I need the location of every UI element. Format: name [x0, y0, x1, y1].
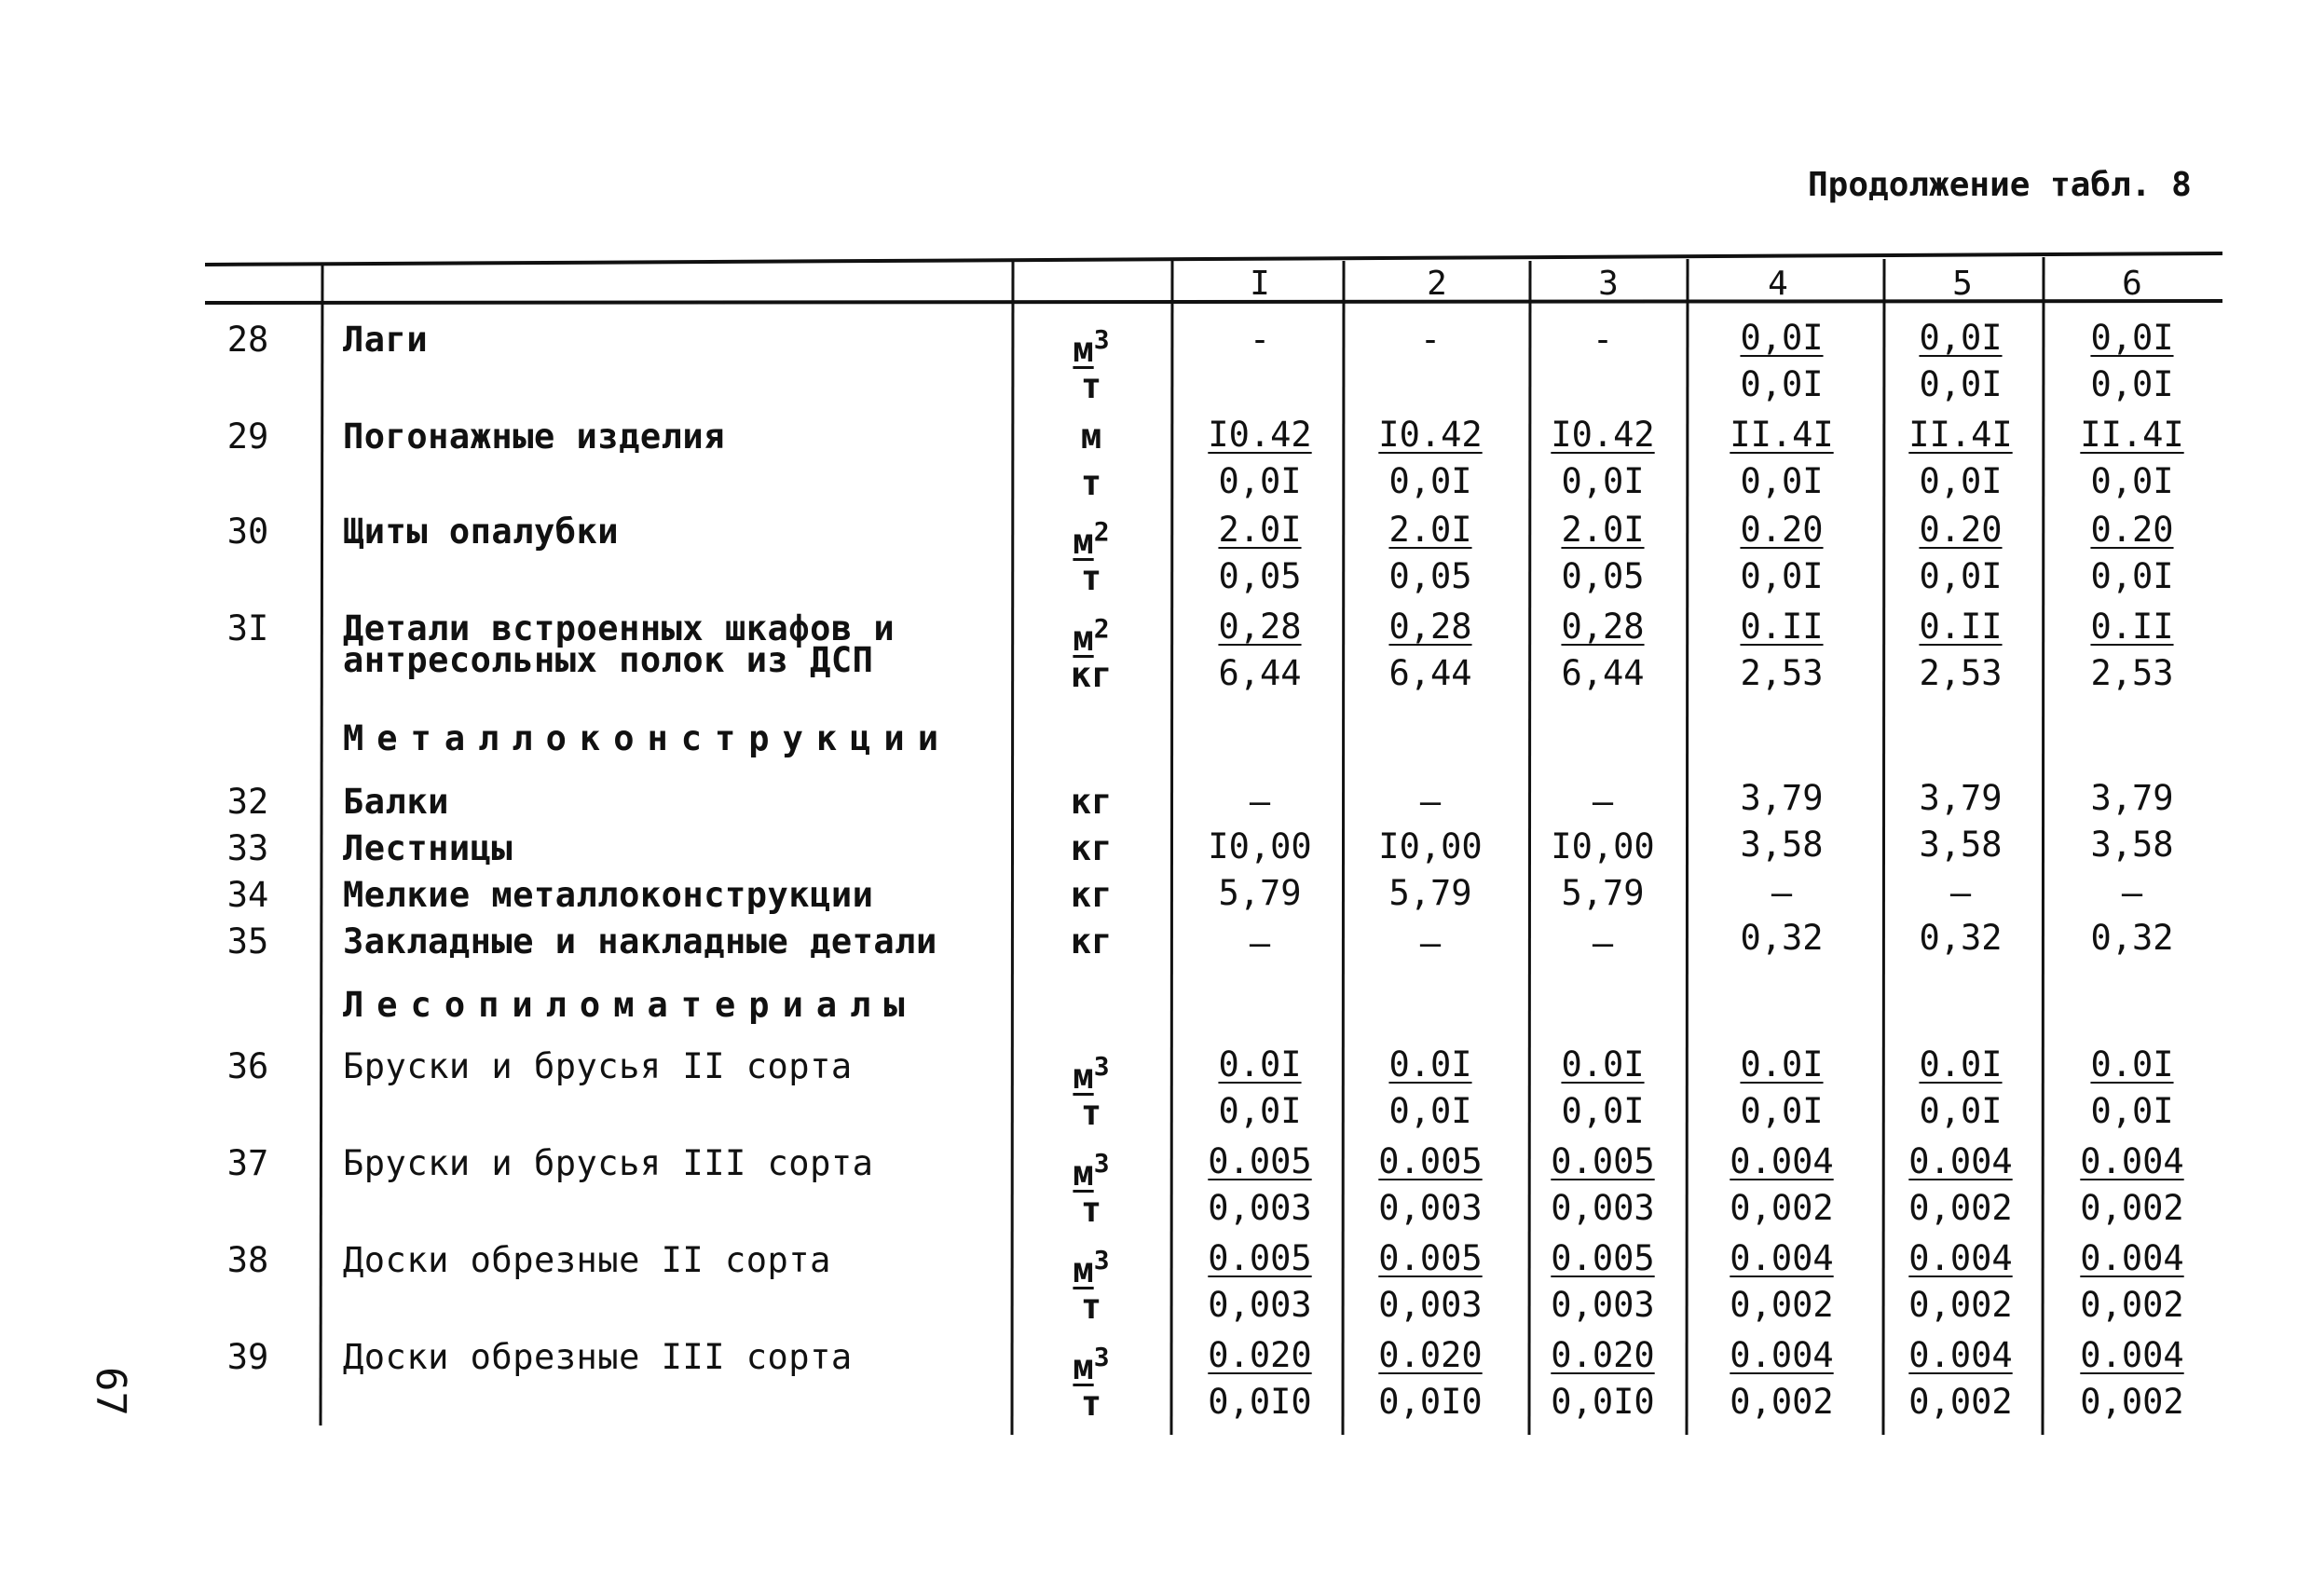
value-cell: 0,0I [1388, 461, 1472, 501]
value-cell: 0,003 [1378, 1285, 1483, 1325]
value-cell: 0.020 [1551, 1335, 1655, 1375]
col-header-4: 4 [1768, 265, 1788, 303]
value-cell: 6,44 [1218, 653, 1302, 693]
item-name-line-2: антресольных полок из ДСП [343, 640, 874, 680]
value-cell: 0,002 [1730, 1285, 1834, 1325]
value-cell: 0.0I [1740, 1044, 1824, 1084]
value-cell: 0.0I [2090, 1044, 2174, 1084]
row-number: 36 [226, 1046, 269, 1086]
unit-t: т [1080, 1190, 1102, 1230]
row-number: 29 [226, 416, 269, 457]
table-continuation-caption [1808, 166, 2192, 204]
value-cell: 0,0I [1919, 556, 2003, 596]
unit-m: м [1080, 416, 1102, 457]
col-header-5: 5 [1952, 265, 1973, 303]
value-cell: 0,002 [1730, 1382, 1834, 1422]
value-cell: 0,28 [1388, 607, 1472, 647]
value-cell: 0.004 [2080, 1335, 2184, 1375]
value-cell: I0,00 [1551, 826, 1655, 866]
value-cell: 0.0I [1388, 1044, 1472, 1084]
value-cell: 0,0I [1740, 461, 1824, 501]
value-cell: 0,0I [1218, 1091, 1302, 1131]
value-cell: 0,003 [1378, 1188, 1483, 1228]
item-name: Закладные и накладные детали [343, 921, 937, 962]
value-cell: 0.020 [1208, 1335, 1312, 1375]
item-name: Доски обрезные III сорта [343, 1337, 853, 1377]
value-cell: 3,79 [2090, 778, 2174, 818]
value-cell: 0,0I [2090, 461, 2174, 501]
value-cell: 0.II [1919, 607, 2003, 647]
value-cell: 0,0I [1740, 556, 1824, 596]
value-cell: 0.II [1740, 607, 1824, 647]
value-cell: 5,79 [1218, 873, 1302, 913]
value-cell: 0.004 [1730, 1238, 1834, 1278]
value-cell: 0,0I [1919, 1091, 2003, 1131]
section-heading-wood: Лесопиломатериалы [343, 985, 918, 1025]
value-cell: 2.0I [1561, 510, 1645, 550]
value-cell: 0,0I [2090, 318, 2174, 358]
value-cell: 0,003 [1208, 1188, 1312, 1228]
col-header-2: 2 [1427, 265, 1447, 303]
row-number: 30 [226, 512, 269, 552]
row-number: 33 [226, 828, 269, 868]
value-cell: 0.0I [1218, 1044, 1302, 1084]
row-number: 39 [226, 1337, 269, 1377]
value-cell: 2.0I [1388, 510, 1472, 550]
value-cell: – [1419, 923, 1442, 963]
row-number: 32 [226, 782, 269, 822]
section-heading-metal: Металлоконструкции [343, 718, 951, 758]
value-cell: 0.20 [2090, 510, 2174, 550]
unit-m2: $м^2$ [1073, 516, 1110, 562]
value-cell: I0.42 [1378, 415, 1483, 455]
unit-kg: кг [1070, 828, 1113, 868]
row-number: 3I [226, 608, 269, 648]
value-cell: I0,00 [1208, 826, 1312, 866]
value-cell: 0,0I [1919, 318, 2003, 358]
value-cell: 0.005 [1551, 1141, 1655, 1181]
value-cell: 0,002 [2080, 1382, 2184, 1422]
value-cell: – [2121, 873, 2143, 913]
item-name: Детали встроенных шкафов и [343, 608, 896, 648]
value-cell: II.4I [1908, 415, 2013, 455]
value-cell: 0,002 [2080, 1188, 2184, 1228]
value-cell: 5,79 [1561, 873, 1645, 913]
value-cell: I0.42 [1208, 415, 1312, 455]
unit-m3: $м^3$ [1073, 324, 1110, 370]
value-cell: 2,53 [2090, 653, 2174, 693]
value-cell: 0,002 [1908, 1382, 2013, 1422]
value-cell: 0.004 [1908, 1335, 2013, 1375]
value-cell: I0.42 [1551, 415, 1655, 455]
col-header-1: I [1250, 265, 1270, 303]
item-name: Бруски и брусья III сорта [343, 1143, 874, 1183]
value-cell: 0,05 [1388, 556, 1472, 596]
value-cell: 0.005 [1378, 1238, 1483, 1278]
value-cell: 0,28 [1561, 607, 1645, 647]
unit-t: т [1080, 463, 1102, 503]
row-number: 38 [226, 1240, 269, 1280]
value-cell: 0.II [2090, 607, 2174, 647]
value-cell: 2.0I [1218, 510, 1302, 550]
unit-kg: кг [1070, 875, 1113, 915]
value-cell: 3,79 [1919, 778, 2003, 818]
value-cell: 0.004 [1730, 1141, 1834, 1181]
value-cell: 0,0I [1561, 461, 1645, 501]
value-cell: 0,28 [1218, 607, 1302, 647]
unit-t: т [1080, 1384, 1102, 1424]
value-cell: 5,79 [1388, 873, 1472, 913]
value-cell: 0,0I [1740, 318, 1824, 358]
value-cell: 0,32 [2090, 918, 2174, 958]
value-cell: 0,003 [1551, 1285, 1655, 1325]
value-cell: II.4I [2080, 415, 2184, 455]
continuation-label: Продолжение табл. [1808, 166, 2152, 204]
value-cell: 3,58 [1919, 825, 2003, 865]
value-cell: 0.20 [1740, 510, 1824, 550]
row-number: 28 [226, 320, 269, 360]
value-cell: 0,0I0 [1378, 1382, 1483, 1422]
value-cell: - [1249, 320, 1271, 360]
value-cell: 0,0I [1740, 364, 1824, 404]
unit-m3: $м^3$ [1073, 1148, 1110, 1194]
unit-t: т [1080, 1287, 1102, 1327]
value-cell: 0,0I0 [1208, 1382, 1312, 1422]
value-cell: 0,002 [2080, 1285, 2184, 1325]
value-cell: 0,002 [1730, 1188, 1834, 1228]
value-cell: 0,32 [1919, 918, 2003, 958]
value-cell: 0.005 [1208, 1141, 1312, 1181]
value-cell: – [1419, 782, 1442, 822]
unit-kg: кг [1070, 655, 1113, 695]
value-cell: 0.004 [2080, 1238, 2184, 1278]
row-number: 37 [226, 1143, 269, 1183]
table-number: 8 [2171, 166, 2192, 204]
value-cell: 0,0I [1919, 364, 2003, 404]
value-cell: – [1771, 873, 1793, 913]
value-cell: 0.004 [1730, 1335, 1834, 1375]
value-cell: 0.0I [1561, 1044, 1645, 1084]
value-cell: – [1949, 873, 1972, 913]
value-cell: 0,003 [1208, 1285, 1312, 1325]
value-cell: 0,0I [2090, 556, 2174, 596]
unit-t: т [1080, 558, 1102, 598]
value-cell: 0.20 [1919, 510, 2003, 550]
item-name: Лестницы [343, 828, 513, 868]
value-cell: 0,003 [1551, 1188, 1655, 1228]
value-cell: 0,05 [1218, 556, 1302, 596]
page-number: 67 [86, 1367, 134, 1416]
value-cell: 3,58 [2090, 825, 2174, 865]
value-cell: 6,44 [1388, 653, 1472, 693]
value-cell: 0,002 [1908, 1188, 2013, 1228]
value-cell: 0,0I [1388, 1091, 1472, 1131]
value-cell: 0,0I [2090, 364, 2174, 404]
value-cell: II.4I [1730, 415, 1834, 455]
value-cell: 0,05 [1561, 556, 1645, 596]
value-cell: 2,53 [1919, 653, 2003, 693]
unit-kg: кг [1070, 782, 1113, 822]
value-cell: 0.005 [1378, 1141, 1483, 1181]
value-cell: 3,79 [1740, 778, 1824, 818]
value-cell: 0.005 [1208, 1238, 1312, 1278]
value-cell: 2,53 [1740, 653, 1824, 693]
value-cell: 3,58 [1740, 825, 1824, 865]
value-cell: 0.005 [1551, 1238, 1655, 1278]
unit-t: т [1080, 1093, 1102, 1133]
value-cell: 0,002 [1908, 1285, 2013, 1325]
value-cell: 0,0I [1740, 1091, 1824, 1131]
value-cell: 0.004 [2080, 1141, 2184, 1181]
col-header-6: 6 [2122, 265, 2142, 303]
unit-m2: $м^2$ [1073, 613, 1110, 659]
item-name: Доски обрезные II сорта [343, 1240, 831, 1280]
value-cell: 0.020 [1378, 1335, 1483, 1375]
value-cell: – [1249, 923, 1271, 963]
value-cell: 0,0I [2090, 1091, 2174, 1131]
unit-kg: кг [1070, 921, 1113, 962]
value-cell: - [1592, 320, 1614, 360]
row-number: 35 [226, 921, 269, 962]
unit-m3: $м^3$ [1073, 1342, 1110, 1387]
value-cell: 6,44 [1561, 653, 1645, 693]
value-cell: 0,0I [1561, 1091, 1645, 1131]
item-name: Балки [343, 782, 449, 822]
value-cell: 0.004 [1908, 1141, 2013, 1181]
row-number: 34 [226, 875, 269, 915]
value-cell: 0,32 [1740, 918, 1824, 958]
value-cell: I0,00 [1378, 826, 1483, 866]
value-cell: 0.0I [1919, 1044, 2003, 1084]
value-cell: - [1419, 320, 1442, 360]
value-cell: 0,0I [1919, 461, 2003, 501]
value-cell: – [1592, 923, 1614, 963]
item-name: Лаги [343, 320, 429, 360]
item-name: Погонажные изделия [343, 416, 725, 457]
col-header-3: 3 [1598, 265, 1619, 303]
unit-m3: $м^3$ [1073, 1245, 1110, 1290]
value-cell: – [1592, 782, 1614, 822]
value-cell: 0,0I0 [1551, 1382, 1655, 1422]
value-cell: – [1249, 782, 1271, 822]
value-cell: 0,0I [1218, 461, 1302, 501]
value-cell: 0.004 [1908, 1238, 2013, 1278]
unit-t: т [1080, 366, 1102, 406]
item-name: Бруски и брусья II сорта [343, 1046, 853, 1086]
unit-m3: $м^3$ [1073, 1051, 1110, 1097]
item-name: Щиты опалубки [343, 512, 620, 552]
item-name: Мелкие металлоконструкции [343, 875, 874, 915]
